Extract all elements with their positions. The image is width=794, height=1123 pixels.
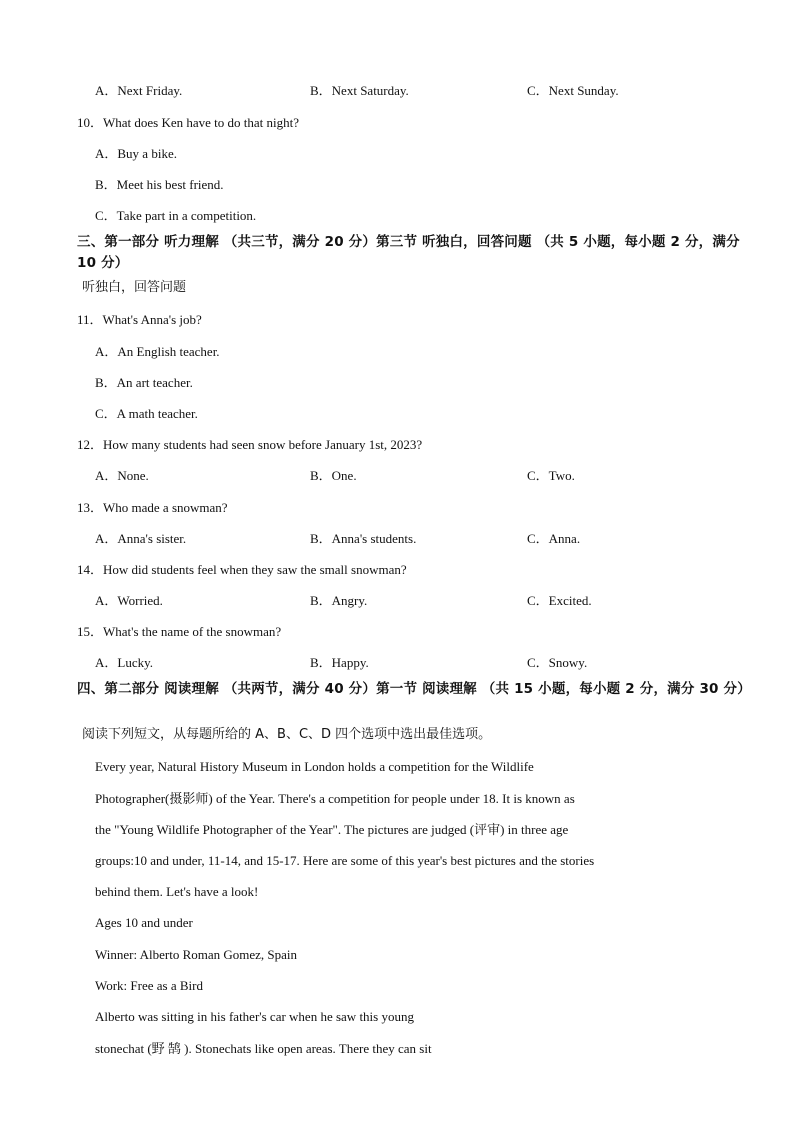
q13-option-c[interactable]: C．Anna. (527, 531, 581, 546)
section-4-subheading: 阅读下列短文，从每题所给的 A、B、C、D 四个选项中选出最佳选项。 (82, 727, 492, 742)
question-12: 12．How many students had seen snow before January 1st, 2023? (77, 437, 423, 452)
q15-option-a[interactable]: A．Lucky. (95, 655, 154, 670)
passage-line: Alberto was sitting in his father's car when he saw this young (95, 1009, 414, 1024)
q10-option-c[interactable]: C．Take part in a competition. (95, 208, 257, 223)
q15-option-c[interactable]: C．Snowy. (527, 655, 588, 670)
q13-option-b[interactable]: B．Anna's students. (310, 531, 417, 546)
passage-line: Ages 10 and under (95, 915, 193, 930)
q9-option-a[interactable]: A．Next Friday. (95, 83, 183, 98)
q15-option-b[interactable]: B．Happy. (310, 655, 369, 670)
q12-option-b[interactable]: B．One. (310, 468, 357, 483)
q11-option-c[interactable]: C．A math teacher. (95, 406, 198, 421)
section-3-heading: 三、第一部分 听力理解 （共三节，满分 20 分）第三节 听独白，回答问题 （共 5 小题，每小题 2 分，满分 10 分） (77, 234, 740, 271)
question-15: 15．What's the name of the snowman? (77, 624, 282, 639)
q9-option-c[interactable]: C．Next Sunday. (527, 83, 619, 98)
passage-line: Work: Free as a Bird (95, 978, 203, 993)
passage-line: groups:10 and under, 11-14, and 15-17. Here are some of this year's best pictures and the stories (95, 853, 595, 868)
q14-option-c[interactable]: C．Excited. (527, 593, 592, 608)
question-10: 10．What does Ken have to do that night? (77, 115, 300, 130)
q11-option-a[interactable]: A．An English teacher. (95, 344, 220, 359)
q12-option-a[interactable]: A．None. (95, 468, 149, 483)
passage-line: behind them. Let's have a look! (95, 884, 259, 899)
question-14: 14．How did students feel when they saw the small snowman? (77, 562, 407, 577)
q10-option-a[interactable]: A．Buy a bike. (95, 146, 177, 161)
q9-option-b[interactable]: B．Next Saturday. (310, 83, 409, 98)
q12-option-c[interactable]: C．Two. (527, 468, 575, 483)
question-11: 11．What's Anna's job? (77, 312, 202, 327)
q11-option-b[interactable]: B．An art teacher. (95, 375, 193, 390)
passage-line: Winner: Alberto Roman Gomez, Spain (95, 947, 298, 962)
question-13: 13．Who made a snowman? (77, 500, 228, 515)
section-3-subheading: 听独白，回答问题 (82, 280, 187, 295)
q14-option-a[interactable]: A．Worried. (95, 593, 163, 608)
passage-line: stonechat (野 鹄 ). Stonechats like open areas. There they can sit (95, 1041, 432, 1056)
passage-line: the "Young Wildlife Photographer of the Year". The pictures are judged (评审) in three age (95, 822, 569, 837)
passage-line: Photographer(摄影师) of the Year. There's a competition for people under 18. It is known as (95, 791, 575, 806)
q13-option-a[interactable]: A．Anna's sister. (95, 531, 187, 546)
q10-option-b[interactable]: B．Meet his best friend. (95, 177, 224, 192)
passage-line: Every year, Natural History Museum in London holds a competition for the Wildlife (95, 759, 534, 774)
section-4-heading: 四、第二部分 阅读理解 （共两节，满分 40 分）第一节 阅读理解 （共 15 小题，每小题 2 分，满分 30 分） (77, 681, 751, 697)
q14-option-b[interactable]: B．Angry. (310, 593, 368, 608)
